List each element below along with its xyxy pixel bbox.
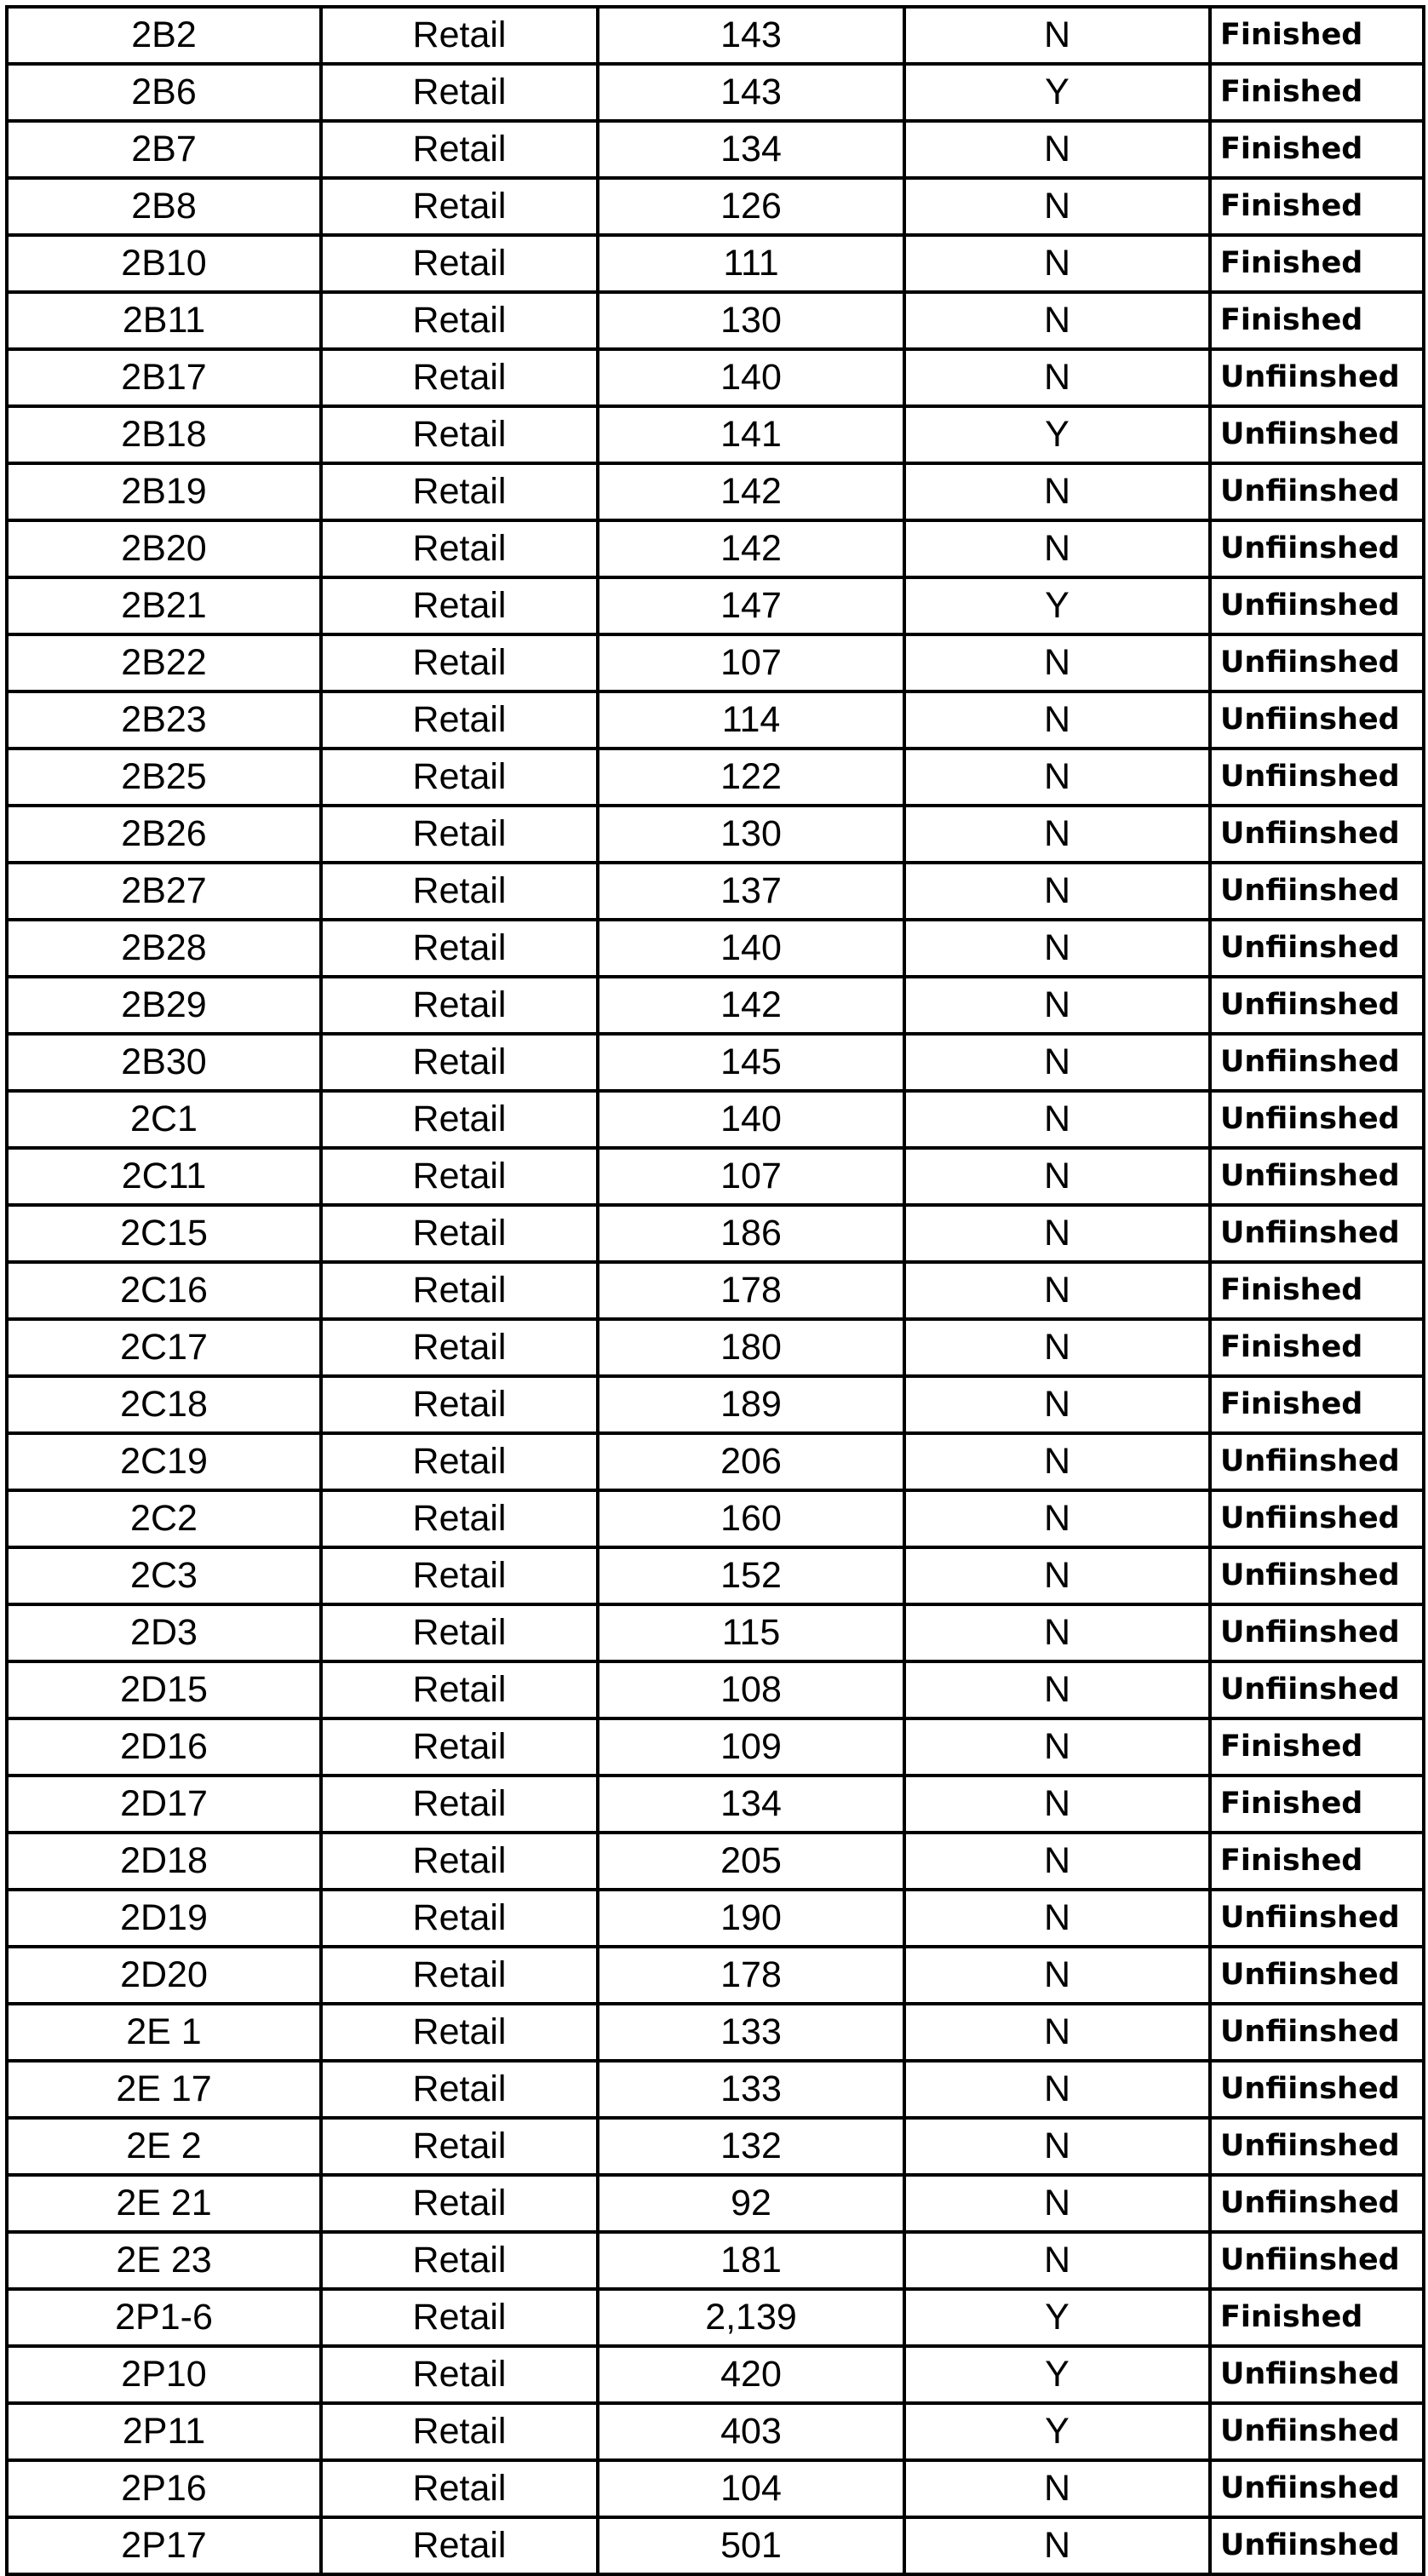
area-cell: 420: [598, 2346, 904, 2403]
area-cell: 403: [598, 2403, 904, 2460]
use-type-cell: Retail: [321, 806, 598, 863]
status-cell: Finished: [1210, 1718, 1424, 1776]
flag-cell: N: [904, 1718, 1210, 1776]
table-row: [7, 1319, 1424, 1376]
status-cell: Unfiinshed: [1210, 1547, 1424, 1604]
unit-id-cell: 2B7: [7, 121, 321, 178]
status-cell: Unfiinshed: [1210, 806, 1424, 863]
use-type-cell: Retail: [321, 1319, 598, 1376]
area-cell: 114: [598, 691, 904, 749]
use-type-cell: Retail: [321, 7, 598, 64]
area-cell: 126: [598, 178, 904, 235]
unit-id-cell: 2E 1: [7, 2004, 321, 2061]
use-type-cell: Retail: [321, 2004, 598, 2061]
area-cell: 206: [598, 1433, 904, 1490]
area-cell: 501: [598, 2517, 904, 2574]
use-type-cell: Retail: [321, 863, 598, 920]
area-cell: 108: [598, 1661, 904, 1718]
use-type-cell: Retail: [321, 2232, 598, 2289]
unit-table-body: [7, 7, 1424, 2574]
area-cell: 145: [598, 1034, 904, 1091]
area-cell: 181: [598, 2232, 904, 2289]
status-cell: Finished: [1210, 235, 1424, 292]
unit-id-cell: 2C11: [7, 1148, 321, 1205]
status-cell: Unfiinshed: [1210, 349, 1424, 406]
unit-id-cell: 2D16: [7, 1718, 321, 1776]
status-cell: Unfiinshed: [1210, 1661, 1424, 1718]
table-row: [7, 1718, 1424, 1776]
table-row: [7, 2061, 1424, 2118]
table-row: [7, 1890, 1424, 1947]
table-row: [7, 863, 1424, 920]
flag-cell: N: [904, 1490, 1210, 1547]
use-type-cell: Retail: [321, 2118, 598, 2175]
flag-cell: Y: [904, 2289, 1210, 2346]
status-cell: Finished: [1210, 1262, 1424, 1319]
use-type-cell: Retail: [321, 1947, 598, 2004]
flag-cell: N: [904, 235, 1210, 292]
table-row: [7, 1547, 1424, 1604]
flag-cell: N: [904, 1376, 1210, 1433]
flag-cell: N: [904, 520, 1210, 577]
use-type-cell: Retail: [321, 1433, 598, 1490]
status-cell: Finished: [1210, 121, 1424, 178]
area-cell: 142: [598, 463, 904, 520]
unit-id-cell: 2B10: [7, 235, 321, 292]
status-cell: Unfiinshed: [1210, 2403, 1424, 2460]
table-row: [7, 920, 1424, 977]
unit-id-cell: 2B19: [7, 463, 321, 520]
area-cell: 190: [598, 1890, 904, 1947]
table-row: [7, 1091, 1424, 1148]
use-type-cell: Retail: [321, 1205, 598, 1262]
unit-id-cell: 2E 23: [7, 2232, 321, 2289]
area-cell: 160: [598, 1490, 904, 1547]
unit-id-cell: 2B25: [7, 749, 321, 806]
area-cell: 142: [598, 977, 904, 1034]
unit-id-cell: 2C18: [7, 1376, 321, 1433]
table-row: [7, 1661, 1424, 1718]
flag-cell: Y: [904, 2346, 1210, 2403]
unit-id-cell: 2P11: [7, 2403, 321, 2460]
status-cell: Finished: [1210, 2289, 1424, 2346]
unit-id-cell: 2C17: [7, 1319, 321, 1376]
flag-cell: N: [904, 2175, 1210, 2232]
area-cell: 2,139: [598, 2289, 904, 2346]
area-cell: 115: [598, 1604, 904, 1661]
unit-id-cell: 2B18: [7, 406, 321, 463]
unit-id-cell: 2C1: [7, 1091, 321, 1148]
use-type-cell: Retail: [321, 2346, 598, 2403]
unit-id-cell: 2B11: [7, 292, 321, 349]
use-type-cell: Retail: [321, 1091, 598, 1148]
flag-cell: N: [904, 749, 1210, 806]
flag-cell: Y: [904, 577, 1210, 634]
flag-cell: N: [904, 121, 1210, 178]
use-type-cell: Retail: [321, 920, 598, 977]
table-row: [7, 749, 1424, 806]
use-type-cell: Retail: [321, 121, 598, 178]
use-type-cell: Retail: [321, 2061, 598, 2118]
status-cell: Unfiinshed: [1210, 2346, 1424, 2403]
flag-cell: Y: [904, 406, 1210, 463]
flag-cell: N: [904, 1547, 1210, 1604]
unit-id-cell: 2B17: [7, 349, 321, 406]
unit-id-cell: 2P16: [7, 2460, 321, 2517]
area-cell: 140: [598, 1091, 904, 1148]
flag-cell: N: [904, 920, 1210, 977]
table-row: [7, 1947, 1424, 2004]
flag-cell: N: [904, 2118, 1210, 2175]
flag-cell: N: [904, 1319, 1210, 1376]
use-type-cell: Retail: [321, 178, 598, 235]
table-row: [7, 406, 1424, 463]
status-cell: Unfiinshed: [1210, 520, 1424, 577]
area-cell: 133: [598, 2061, 904, 2118]
table-row: [7, 977, 1424, 1034]
unit-table: [5, 5, 1425, 2576]
flag-cell: N: [904, 1890, 1210, 1947]
flag-cell: N: [904, 1091, 1210, 1148]
table-row: [7, 1604, 1424, 1661]
area-cell: 107: [598, 634, 904, 691]
flag-cell: N: [904, 1148, 1210, 1205]
status-cell: Unfiinshed: [1210, 2460, 1424, 2517]
status-cell: Finished: [1210, 1833, 1424, 1890]
status-cell: Finished: [1210, 1376, 1424, 1433]
area-cell: 133: [598, 2004, 904, 2061]
flag-cell: N: [904, 1833, 1210, 1890]
table-row: [7, 2118, 1424, 2175]
table-row: [7, 235, 1424, 292]
area-cell: 178: [598, 1262, 904, 1319]
use-type-cell: Retail: [321, 2403, 598, 2460]
status-cell: Unfiinshed: [1210, 1148, 1424, 1205]
table-row: [7, 7, 1424, 64]
flag-cell: N: [904, 1433, 1210, 1490]
area-cell: 205: [598, 1833, 904, 1890]
unit-id-cell: 2D15: [7, 1661, 321, 1718]
status-cell: Unfiinshed: [1210, 463, 1424, 520]
flag-cell: N: [904, 863, 1210, 920]
area-cell: 92: [598, 2175, 904, 2232]
status-cell: Unfiinshed: [1210, 1890, 1424, 1947]
unit-id-cell: 2B27: [7, 863, 321, 920]
flag-cell: N: [904, 1205, 1210, 1262]
area-cell: 147: [598, 577, 904, 634]
status-cell: Unfiinshed: [1210, 1034, 1424, 1091]
status-cell: Unfiinshed: [1210, 2118, 1424, 2175]
use-type-cell: Retail: [321, 2460, 598, 2517]
area-cell: 189: [598, 1376, 904, 1433]
flag-cell: N: [904, 2232, 1210, 2289]
table-row: [7, 349, 1424, 406]
unit-id-cell: 2D20: [7, 1947, 321, 2004]
unit-id-cell: 2D3: [7, 1604, 321, 1661]
area-cell: 132: [598, 2118, 904, 2175]
area-cell: 122: [598, 749, 904, 806]
area-cell: 130: [598, 292, 904, 349]
status-cell: Finished: [1210, 1776, 1424, 1833]
use-type-cell: Retail: [321, 1776, 598, 1833]
use-type-cell: Retail: [321, 1718, 598, 1776]
area-cell: 152: [598, 1547, 904, 1604]
use-type-cell: Retail: [321, 1547, 598, 1604]
use-type-cell: Retail: [321, 1604, 598, 1661]
status-cell: Unfiinshed: [1210, 2232, 1424, 2289]
flag-cell: N: [904, 2460, 1210, 2517]
table-row: [7, 2460, 1424, 2517]
area-cell: 140: [598, 349, 904, 406]
unit-id-cell: 2B2: [7, 7, 321, 64]
area-cell: 137: [598, 863, 904, 920]
table-row: [7, 806, 1424, 863]
unit-id-cell: 2B6: [7, 64, 321, 121]
flag-cell: N: [904, 2061, 1210, 2118]
area-cell: 107: [598, 1148, 904, 1205]
area-cell: 142: [598, 520, 904, 577]
flag-cell: N: [904, 2517, 1210, 2574]
flag-cell: N: [904, 1661, 1210, 1718]
use-type-cell: Retail: [321, 1148, 598, 1205]
table-row: [7, 2289, 1424, 2346]
table-row: [7, 463, 1424, 520]
unit-id-cell: 2E 21: [7, 2175, 321, 2232]
use-type-cell: Retail: [321, 349, 598, 406]
flag-cell: N: [904, 178, 1210, 235]
use-type-cell: Retail: [321, 1490, 598, 1547]
flag-cell: N: [904, 1776, 1210, 1833]
area-cell: 178: [598, 1947, 904, 2004]
status-cell: Unfiinshed: [1210, 634, 1424, 691]
table-row: [7, 691, 1424, 749]
status-cell: Unfiinshed: [1210, 2175, 1424, 2232]
unit-id-cell: 2C15: [7, 1205, 321, 1262]
use-type-cell: Retail: [321, 634, 598, 691]
table-row: [7, 2346, 1424, 2403]
flag-cell: N: [904, 1262, 1210, 1319]
unit-id-cell: 2B29: [7, 977, 321, 1034]
area-cell: 130: [598, 806, 904, 863]
table-row: [7, 1433, 1424, 1490]
use-type-cell: Retail: [321, 235, 598, 292]
area-cell: 140: [598, 920, 904, 977]
use-type-cell: Retail: [321, 1661, 598, 1718]
status-cell: Finished: [1210, 64, 1424, 121]
table-row: [7, 577, 1424, 634]
unit-table-sheet: [5, 5, 1422, 2566]
table-row: [7, 64, 1424, 121]
unit-id-cell: 2B30: [7, 1034, 321, 1091]
unit-id-cell: 2C3: [7, 1547, 321, 1604]
use-type-cell: Retail: [321, 1833, 598, 1890]
use-type-cell: Retail: [321, 406, 598, 463]
unit-id-cell: 2E 17: [7, 2061, 321, 2118]
area-cell: 104: [598, 2460, 904, 2517]
flag-cell: N: [904, 349, 1210, 406]
status-cell: Finished: [1210, 292, 1424, 349]
unit-id-cell: 2P10: [7, 2346, 321, 2403]
status-cell: Finished: [1210, 7, 1424, 64]
area-cell: 109: [598, 1718, 904, 1776]
unit-id-cell: 2E 2: [7, 2118, 321, 2175]
unit-id-cell: 2D17: [7, 1776, 321, 1833]
unit-id-cell: 2C2: [7, 1490, 321, 1547]
unit-id-cell: 2P1-6: [7, 2289, 321, 2346]
unit-id-cell: 2B26: [7, 806, 321, 863]
area-cell: 111: [598, 235, 904, 292]
table-row: [7, 1205, 1424, 1262]
table-row: [7, 1148, 1424, 1205]
table-row: [7, 1490, 1424, 1547]
flag-cell: N: [904, 634, 1210, 691]
unit-id-cell: 2C19: [7, 1433, 321, 1490]
use-type-cell: Retail: [321, 977, 598, 1034]
table-row: [7, 1034, 1424, 1091]
table-row: [7, 2004, 1424, 2061]
unit-id-cell: 2B8: [7, 178, 321, 235]
status-cell: Unfiinshed: [1210, 863, 1424, 920]
unit-id-cell: 2B21: [7, 577, 321, 634]
status-cell: Unfiinshed: [1210, 2004, 1424, 2061]
unit-id-cell: 2D18: [7, 1833, 321, 1890]
status-cell: Unfiinshed: [1210, 1604, 1424, 1661]
table-row: [7, 1833, 1424, 1890]
use-type-cell: Retail: [321, 577, 598, 634]
status-cell: Unfiinshed: [1210, 920, 1424, 977]
unit-id-cell: 2B20: [7, 520, 321, 577]
area-cell: 186: [598, 1205, 904, 1262]
use-type-cell: Retail: [321, 1890, 598, 1947]
use-type-cell: Retail: [321, 1034, 598, 1091]
status-cell: Unfiinshed: [1210, 977, 1424, 1034]
use-type-cell: Retail: [321, 292, 598, 349]
table-row: [7, 1262, 1424, 1319]
area-cell: 143: [598, 64, 904, 121]
flag-cell: N: [904, 691, 1210, 749]
status-cell: Unfiinshed: [1210, 1490, 1424, 1547]
table-row: [7, 121, 1424, 178]
flag-cell: N: [904, 1034, 1210, 1091]
area-cell: 141: [598, 406, 904, 463]
status-cell: Unfiinshed: [1210, 1205, 1424, 1262]
status-cell: Unfiinshed: [1210, 577, 1424, 634]
flag-cell: N: [904, 806, 1210, 863]
table-row: [7, 1376, 1424, 1433]
flag-cell: N: [904, 1947, 1210, 2004]
unit-id-cell: 2B23: [7, 691, 321, 749]
status-cell: Unfiinshed: [1210, 1947, 1424, 2004]
use-type-cell: Retail: [321, 2289, 598, 2346]
table-row: [7, 178, 1424, 235]
unit-id-cell: 2C16: [7, 1262, 321, 1319]
use-type-cell: Retail: [321, 1262, 598, 1319]
use-type-cell: Retail: [321, 1376, 598, 1433]
table-row: [7, 520, 1424, 577]
table-row: [7, 2403, 1424, 2460]
flag-cell: N: [904, 7, 1210, 64]
use-type-cell: Retail: [321, 2175, 598, 2232]
table-row: [7, 1776, 1424, 1833]
area-cell: 134: [598, 1776, 904, 1833]
table-row: [7, 2175, 1424, 2232]
status-cell: Unfiinshed: [1210, 406, 1424, 463]
unit-id-cell: 2B28: [7, 920, 321, 977]
status-cell: Unfiinshed: [1210, 1091, 1424, 1148]
status-cell: Unfiinshed: [1210, 1433, 1424, 1490]
flag-cell: Y: [904, 2403, 1210, 2460]
area-cell: 143: [598, 7, 904, 64]
status-cell: Unfiinshed: [1210, 2061, 1424, 2118]
area-cell: 180: [598, 1319, 904, 1376]
use-type-cell: Retail: [321, 749, 598, 806]
use-type-cell: Retail: [321, 64, 598, 121]
use-type-cell: Retail: [321, 520, 598, 577]
unit-id-cell: 2P17: [7, 2517, 321, 2574]
flag-cell: N: [904, 292, 1210, 349]
table-row: [7, 292, 1424, 349]
table-row: [7, 634, 1424, 691]
use-type-cell: Retail: [321, 463, 598, 520]
flag-cell: N: [904, 463, 1210, 520]
area-cell: 134: [598, 121, 904, 178]
use-type-cell: Retail: [321, 691, 598, 749]
flag-cell: Y: [904, 64, 1210, 121]
flag-cell: N: [904, 1604, 1210, 1661]
unit-id-cell: 2B22: [7, 634, 321, 691]
status-cell: Unfiinshed: [1210, 749, 1424, 806]
table-row: [7, 2232, 1424, 2289]
status-cell: Finished: [1210, 1319, 1424, 1376]
table-row: [7, 2517, 1424, 2574]
status-cell: Unfiinshed: [1210, 2517, 1424, 2574]
unit-id-cell: 2D19: [7, 1890, 321, 1947]
flag-cell: N: [904, 977, 1210, 1034]
flag-cell: N: [904, 2004, 1210, 2061]
status-cell: Unfiinshed: [1210, 691, 1424, 749]
status-cell: Finished: [1210, 178, 1424, 235]
use-type-cell: Retail: [321, 2517, 598, 2574]
